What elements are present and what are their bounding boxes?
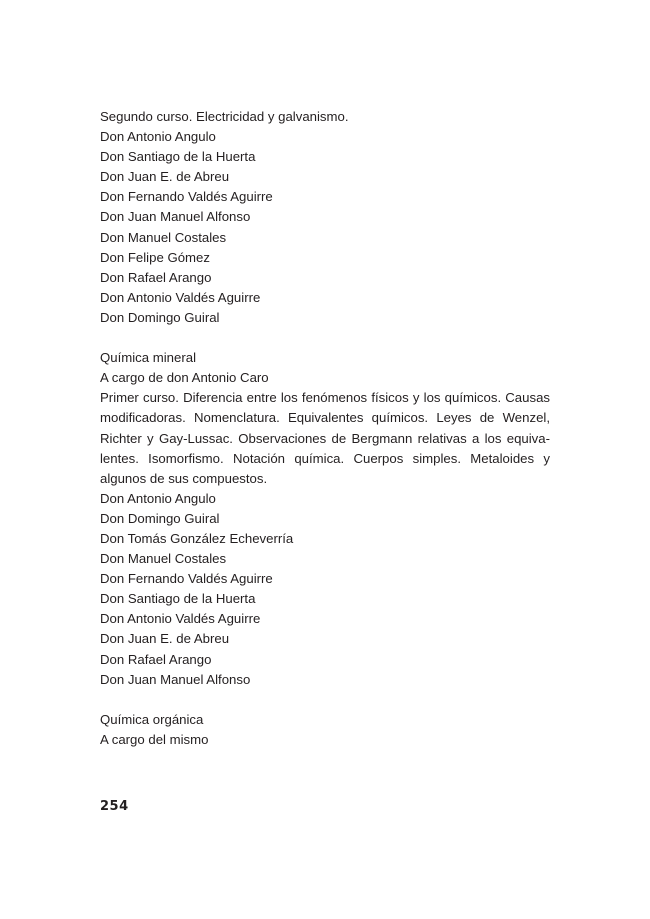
section-title: Química orgánica [100, 711, 204, 727]
list-item: Don Rafael Arango [100, 651, 212, 667]
list-item: Don Antonio Valdés Aguirre [100, 289, 261, 305]
list-item: Don Manuel Costales [100, 551, 227, 567]
list-item: Don Tomás González Echeverría [100, 530, 294, 546]
list-item: Don Fernando Valdés Aguirre [100, 189, 273, 205]
list-item: Don Antonio Angulo [100, 490, 216, 506]
list-item: Don Santiago de la Huerta [100, 149, 256, 165]
name-list-chemistry [100, 489, 550, 690]
section-title: Química mineral [100, 350, 197, 366]
blank-line [100, 690, 550, 710]
list-item: Don Juan Manuel Alfonso [100, 671, 251, 687]
list-item: Don Juan E. de Abreu [100, 169, 230, 185]
course-description: Primer curso. Diferencia entre los fenómenos físicos y los químicos. Causas modificadoras. Nomenclatura. Equivalentes químicos. Leyes de Wenzel, Richter y Gay-Lussac. Observaciones de Bergmann relativas a los equiva-lentes. Isomorfismo. Notación química. Cuerpos simples. Metaloides y algunos de sus compuestos. [100, 390, 550, 486]
list-item: Don Manuel Costales [100, 229, 227, 245]
section-subtitle: A cargo de don Antonio Caro [100, 370, 269, 386]
body-text [100, 107, 550, 750]
list-item: Don Antonio Angulo [100, 129, 216, 145]
blank-line [100, 328, 550, 348]
list-item: Don Domingo Guiral [100, 309, 220, 325]
list-item: Don Rafael Arango [100, 269, 212, 285]
section-subtitle: A cargo del mismo [100, 731, 209, 747]
page-number: 254 [100, 799, 129, 814]
list-item: Don Felipe Gómez [100, 249, 210, 265]
list-item: Don Antonio Valdés Aguirre [100, 611, 261, 627]
name-list-physics [100, 127, 550, 328]
list-item: Don Santiago de la Huerta [100, 591, 256, 607]
list-item: Don Fernando Valdés Aguirre [100, 571, 273, 587]
list-item: Don Domingo Guiral [100, 510, 220, 526]
section-heading: Segundo curso. Electricidad y galvanismo. [100, 109, 349, 124]
list-item: Don Juan E. de Abreu [100, 631, 230, 647]
list-item: Don Juan Manuel Alfonso [100, 209, 251, 225]
